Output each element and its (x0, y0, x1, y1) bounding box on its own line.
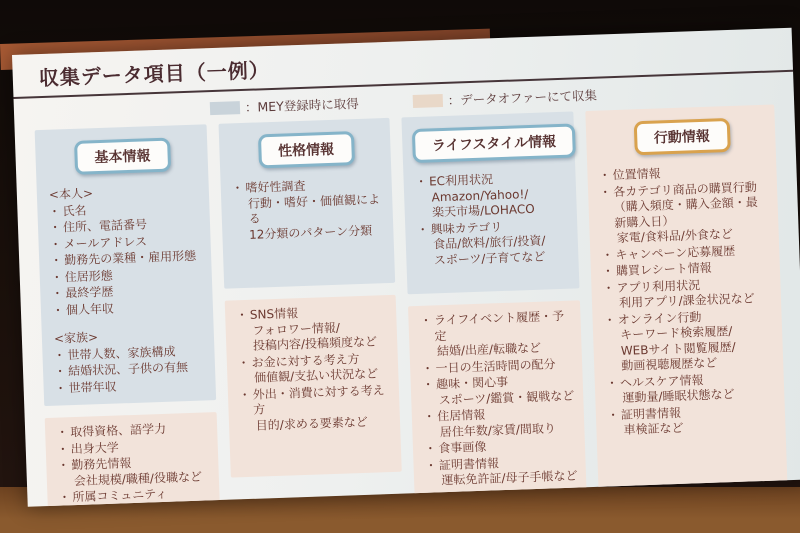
item-text: アプリ利用状況 (616, 277, 701, 295)
item-text: 動画視聴履歴など (621, 355, 718, 373)
bullet-icon: ・ (419, 313, 433, 328)
column-header-basic: 基本情報 (74, 138, 171, 175)
item-text: 個人年収 (65, 301, 115, 317)
section-data-offer (224, 295, 402, 478)
item-text: 位置情報 (612, 166, 661, 183)
item-text: SNS情報 (249, 306, 299, 322)
column-lifestyle (402, 111, 587, 506)
item-text: EC利用状況 (428, 172, 494, 189)
list-item (605, 370, 777, 407)
column-header-personality: 性格情報 (257, 131, 354, 168)
section-mey-acquired (402, 111, 580, 294)
item-text: オンライン行動 (617, 309, 702, 327)
bullet-icon: ・ (56, 441, 70, 457)
list-item (606, 402, 778, 439)
item-text: キーワード検索履歴/ (620, 324, 733, 342)
item-text: キャンペーン応募履歴 (615, 243, 736, 262)
bullet-icon: ・ (423, 409, 436, 424)
item-list (235, 303, 393, 434)
section-data-offer (408, 300, 587, 506)
legend-swatch-offer-icon (412, 94, 442, 108)
item-text: メールアドレス (63, 233, 148, 251)
legend-label-offer: ：データオファーにて収集 (447, 87, 598, 108)
item-list (414, 170, 571, 269)
item-text: <家族> (53, 330, 99, 346)
item-text: お金に対する考え方 (251, 351, 360, 370)
item-text: 運動量/睡眠状態など (622, 386, 735, 405)
item-text: 所属コミュニティ (72, 486, 168, 505)
item-text: 家電/食料品/外食など (616, 226, 734, 245)
bullet-icon: ・ (601, 264, 615, 279)
item-text: 最終学歴 (65, 284, 114, 301)
bullet-icon: ・ (416, 222, 429, 237)
item-text: 居住年数/家賃/間取り (439, 420, 557, 439)
bullet-icon: ・ (53, 347, 66, 363)
bullet-icon: ・ (605, 375, 619, 390)
item-text: フォロワー情報/ (252, 320, 341, 338)
item-text: 勤務先の業種・雇用形態 (63, 248, 197, 268)
item-list (419, 309, 579, 490)
item-text: Amazon/Yahoo!/ (431, 186, 529, 204)
bullet-icon: ・ (49, 236, 62, 252)
bullet-icon: ・ (237, 355, 250, 370)
legend-label-mey: ：MEY登録時に取得 (244, 95, 359, 115)
item-text: 目的/求める要素など (255, 414, 368, 433)
item-list (230, 176, 386, 243)
item-text: 外出・消費に対する考え方 (252, 382, 385, 417)
list-item (56, 453, 211, 489)
list-item (235, 303, 390, 355)
item-text: 運転免許証/母子手帳など (441, 468, 578, 488)
list-item (414, 170, 569, 222)
bullet-icon: ・ (58, 490, 71, 505)
bullet-icon: ・ (231, 181, 244, 196)
item-text: 住所、電話番号 (62, 217, 148, 235)
item-list (597, 163, 777, 439)
item-list (47, 183, 208, 397)
bullet-icon: ・ (601, 247, 614, 263)
bullet-icon: ・ (603, 312, 616, 328)
item-text: 価値観/支払い状況など (253, 366, 379, 385)
item-text: 興味カテゴリ (430, 219, 503, 236)
data-columns (15, 102, 800, 507)
bullet-icon: ・ (424, 457, 438, 473)
item-text: 12分類のパターン分類 (248, 223, 373, 242)
item-text: <本人> (48, 186, 94, 202)
item-text: 証明書情報 (438, 455, 500, 472)
item-text: 一日の生活時間の配分 (435, 356, 556, 375)
item-text: 食品/飲料/旅行/投資/ (433, 233, 546, 252)
item-text: 会社規模/職種/役職など (73, 469, 203, 488)
column-personality (218, 118, 402, 478)
bullet-icon: ・ (421, 377, 435, 392)
item-text: 各カテゴリ商品の購買行動（購入頻度・購入金額・最新購入日） (612, 179, 758, 230)
list-item (602, 307, 775, 375)
item-line (598, 179, 770, 231)
item-text: 住居情報 (437, 407, 486, 424)
item-text: 出身大学 (70, 440, 120, 456)
item-text: スポーツ/鑑賞・観戦など (438, 388, 575, 407)
column-header-lifestyle: ライフスタイル情報 (412, 123, 575, 163)
list-item (422, 405, 577, 441)
item-text: WEBサイト閲覧履歴/ (620, 339, 736, 358)
bullet-icon: ・ (53, 364, 67, 379)
list-item (230, 176, 386, 243)
presentation-slide (12, 28, 800, 507)
column-behavior (585, 104, 787, 494)
list-item (419, 309, 574, 361)
item-text: 車検証など (623, 420, 684, 437)
list-item (236, 350, 391, 386)
item-text: 世帯年収 (68, 379, 117, 395)
bullet-icon: ・ (606, 407, 620, 422)
legend-item-offer (412, 86, 597, 110)
item-text: 住居形態 (64, 268, 114, 284)
bullet-icon: ・ (414, 174, 428, 190)
section-mey-acquired (35, 124, 216, 406)
bullet-icon: ・ (51, 286, 64, 301)
item-text: ヘルスケア情報 (619, 372, 704, 390)
list-item (601, 275, 773, 312)
bullet-icon: ・ (48, 203, 61, 219)
item-text: 趣味・関心事 (435, 374, 509, 392)
item-text: スポーツ/子育てなど (433, 249, 546, 267)
item-text: 世帯人数、家族構成 (67, 343, 176, 362)
item-text: 利用アプリ/課金状況など (618, 291, 755, 310)
bullet-icon: ・ (602, 280, 615, 296)
item-text: 嗜好性調査 (245, 178, 306, 195)
item-text: 行動・嗜好・価値観による (247, 191, 381, 226)
bullet-icon: ・ (238, 387, 251, 402)
section-data-offer (585, 104, 787, 494)
bullet-icon: ・ (54, 380, 67, 396)
column-header-behavior: 行動情報 (633, 118, 730, 155)
item-text: ライフイベント履歴・予定 (433, 308, 565, 343)
item-text: 投稿内容/投稿頻度など (252, 334, 378, 353)
item-text: 食事画像 (438, 439, 487, 456)
list-item (421, 373, 576, 409)
item-text: 取得資格、語学力 (69, 421, 167, 440)
item-text: 楽天市場/LOHACO (431, 201, 535, 220)
list-item (237, 382, 392, 434)
bullet-icon: ・ (599, 184, 612, 200)
item-text: 証明書情報 (620, 405, 682, 422)
list-item (415, 217, 570, 269)
bullet-icon: ・ (235, 307, 249, 323)
list-item (598, 179, 771, 247)
item-text: 結婚/出産/転職など (436, 340, 542, 359)
bullet-icon: ・ (51, 302, 65, 318)
bullet-icon: ・ (598, 168, 611, 183)
bullet-icon: ・ (57, 458, 70, 473)
column-basic (35, 124, 220, 506)
section-mey-acquired (218, 118, 395, 289)
section-data-offer (45, 412, 220, 507)
bullet-icon: ・ (424, 441, 437, 456)
item-list (55, 420, 211, 506)
list-item (424, 453, 579, 489)
item-text: 勤務先情報 (71, 456, 132, 473)
item-text: 購買レシート情報 (615, 260, 712, 279)
bullet-icon: ・ (421, 360, 434, 376)
bullet-icon: ・ (48, 220, 62, 235)
item-text: 氏名 (62, 202, 87, 218)
item-text: 結婚状況、子供の有無 (67, 360, 189, 379)
legend-item-mey (210, 94, 359, 117)
page-title: 収集データ項目（一例） (38, 58, 271, 91)
bullet-icon: ・ (49, 253, 63, 268)
bullet-icon: ・ (50, 269, 64, 285)
legend-swatch-mey-icon (210, 101, 240, 115)
bullet-icon: ・ (55, 425, 69, 440)
